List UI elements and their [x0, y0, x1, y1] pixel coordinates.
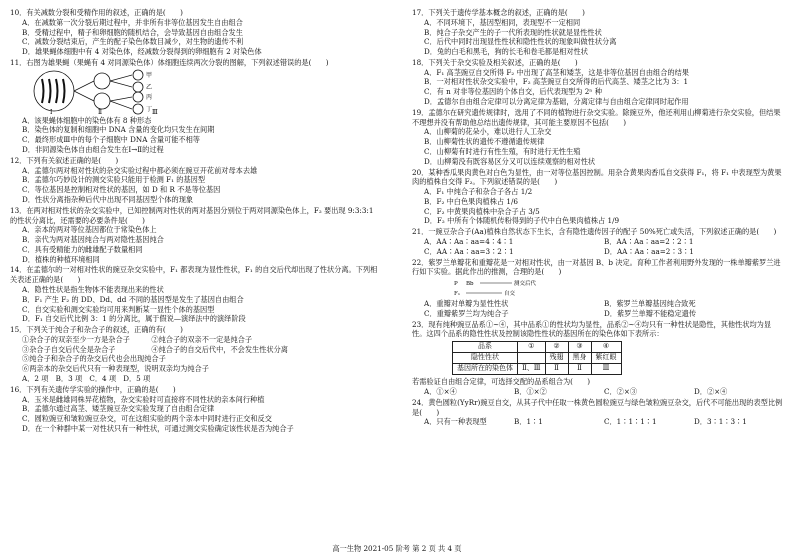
- answer-option: B．亲代为两对基因纯合与两对隐性基因纯合: [22, 235, 164, 245]
- answer-option-row: [412, 417, 784, 427]
- question-right-2: [412, 108, 784, 167]
- question-right-1: [412, 58, 784, 107]
- answer-option: B．染色体的复制和细胞中 DNA 含量的变化均只发生在间期: [22, 125, 215, 135]
- answer-option: B．1∶1: [514, 417, 543, 427]
- answer-option: D．F₂ 中所有个体随机传粉得到的子代中白色果肉植株占 1/9: [424, 216, 620, 226]
- table-cell: 基因所在的染色体: [453, 364, 518, 375]
- question-stem: 19．孟德尔在研究遗传规律时，选用了不同的植物进行杂交实验。除豌豆外，他还利用山柳菊进行杂交实验，但结果不理想并没有帮助他总结出遗传规律，其可能主要原因不包括( ): [412, 107, 781, 127]
- question-stem: 23．现有纯种豌豆品系①~④，其中品系①的性状均为显性，品系②~④均只有一种性状是隐性，其他性状均为显性。这四个品系的隐性性状及控制该隐性性状的基因所在的染色体如下表所示：: [412, 319, 772, 339]
- question-stem: 24．黄色圆粒(YyRr)豌豆自交，从其子代中任取一株黄色圆粒豌豆与绿色皱粒豌豆杂交，后代不可能出现的表型比例是( ): [412, 397, 783, 417]
- stage-label-3: Ⅲ: [152, 108, 158, 115]
- answer-option: C．山柳菊有时进行有性生殖，有时进行无性生殖: [424, 146, 581, 156]
- table-cell: 残翅: [545, 353, 568, 364]
- answer-option: D．紫罗兰单瓣不能稳定遗传: [604, 308, 697, 318]
- chromosome: [63, 79, 65, 103]
- figure-cell-division: [10, 68, 382, 116]
- right-column: [412, 8, 784, 428]
- answer-option: A．山柳菊的花朵小，难以进行人工杂交: [424, 127, 552, 137]
- table-cell: 隐性性状: [453, 353, 518, 364]
- answer-option: C．AA∶Aa∶aa=3∶2∶1: [424, 246, 514, 256]
- cross-label-selfing: 自交: [504, 291, 516, 298]
- answer-option: D．植株的种植环境相同: [22, 254, 100, 264]
- question-stem: 20．某种香瓜果肉黄色对白色为显性，由一对等位基因控制。用杂合黄果肉香瓜自交获得 F₁，将 F₁ 中表现型为黄果肉的植株自交得 F₂。下列叙述错误的是( ): [412, 167, 782, 187]
- table-cell: 紫红眼: [591, 353, 621, 364]
- answer-option-row: [412, 387, 784, 397]
- answer-option: D．性状分离指杂种后代中出现不同基因型个体的现象: [22, 194, 194, 204]
- answer-option: C．有 n 对非等位基因的个体自交，后代表现型为 2ⁿ 种: [424, 87, 602, 97]
- cross-label-f1: F₁: [454, 291, 461, 298]
- cell-label-2: 乙: [146, 83, 153, 91]
- answer-option: D．3∶1∶3∶1: [694, 417, 747, 427]
- answer-option: B．孟德尔巧妙设计的测交实验只能用于检测 F₁ 的基因型: [22, 175, 206, 185]
- gamete-cell-4: [133, 104, 143, 114]
- stage-label-2: Ⅱ: [98, 108, 103, 115]
- answer-option: C．圆粒豌豆和皱粒豌豆杂交，可在这组实验的两个亲本中同时进行正交和反交: [22, 414, 272, 424]
- daughter-cell-2: [94, 93, 110, 109]
- answer-option: A．2 项 B．3 项 C．4 项 D．5 项: [22, 374, 151, 383]
- answer-option: D．孟德尔自由组合定律可以分离定律为基础，分离定律与自由组合定律同时起作用: [424, 97, 689, 107]
- cell-division-diagram: [22, 69, 212, 115]
- chromosome: [49, 79, 51, 103]
- answer-option: A．只有一种表现型: [424, 417, 487, 427]
- chromosome: [42, 79, 44, 103]
- answer-option-row: [412, 237, 784, 247]
- table-cell: 黑身: [568, 353, 591, 364]
- answer-option: B．F₁ 产生 F₂ 的 DD、Dd、dd 不同的基因型是发生了基因自由组合: [22, 294, 244, 304]
- answer-option: C．1∶1∶1∶1: [604, 417, 657, 427]
- answer-option: B．受精过程中，精子和卵细胞的随机结合，会导致基因自由组合发生: [22, 27, 243, 37]
- question-right-0: [412, 8, 784, 57]
- answer-option-row: [412, 247, 784, 257]
- answer-option: D．AA∶Aa∶aa=2∶3∶1: [604, 246, 694, 256]
- arrow-line: [110, 101, 132, 109]
- answer-option: B．山柳菊性状的遗传不遵循遗传规律: [424, 137, 545, 147]
- gene-table: [452, 341, 622, 375]
- answer-option: B．F₂ 中白色果肉植株占 1/6: [424, 196, 518, 206]
- question-left-6: [10, 385, 382, 434]
- answer-option: D．山柳菊没有既容易区分又可以连续观察的相对性状: [424, 156, 596, 166]
- answer-option: C．重瓣紫罗兰均为纯合子: [424, 308, 509, 318]
- answer-option: A．隐性性状是指生物体不能表现出来的性状: [22, 284, 164, 294]
- answer-option: B．①×②: [514, 387, 547, 396]
- answer-option: C．具有受精能力的雌雄配子数量相同: [22, 244, 143, 254]
- table-cell: ①: [518, 342, 546, 353]
- question-followup: 若需验证自由组合定律，可选择交配的品系组合为( ): [412, 377, 591, 387]
- answer-option: D．非同源染色体自由组合发生在Ⅰ→Ⅱ的过程: [22, 145, 164, 155]
- answer-option: C．②×③: [604, 387, 638, 396]
- cell-label-1: 甲: [146, 71, 153, 79]
- arrow-line: [110, 75, 132, 81]
- answer-option: A．重瓣对单瓣为显性性状: [424, 299, 509, 309]
- question-right-6: [412, 320, 784, 397]
- cross-label-genotype: Bb: [466, 281, 474, 288]
- question-left-1: [10, 58, 382, 155]
- answer-option: C．减数分裂结束后，产生的配子染色体数目减少，对生物的遗传不利: [22, 37, 244, 47]
- answer-option: ⑥两亲本的杂交后代只有一种表现型，说明双亲均为纯合子: [22, 364, 209, 374]
- question-stem: 17．下列关于遗传学基本概念的叙述，正确的是( ): [412, 8, 585, 17]
- answer-option: D．F₁ 自交后代比例 3：1 的分离比，属于假说—演绎法中的演绎阶段: [22, 314, 246, 324]
- question-stem: 12．下列有关叙述正确的是( ): [10, 155, 119, 165]
- stage-label-1: Ⅰ: [50, 108, 53, 115]
- table-cell: ④: [591, 342, 621, 353]
- arrow-line: [74, 81, 94, 91]
- answer-option: D．雄果蝇体细胞中有 4 对染色体，经减数分裂得到的卵细胞有 2 对染色体: [22, 47, 262, 57]
- question-stem: 22．紫罗兰单瓣花和重瓣花是一对相对性状，由一对基因 B、b 决定。育种工作者利用野外发现的一株单瓣紫罗兰进行如下实验。据此作出的推测，合理的是( ): [412, 257, 781, 277]
- daughter-cell-1: [94, 73, 110, 89]
- answer-option: C．最终形成Ⅲ中的每个子细胞中 DNA 含量可能不相等: [22, 135, 200, 145]
- gamete-cell-3: [133, 92, 143, 102]
- answer-option: B．孟德尔通过高茎、矮茎豌豆杂交实验发现了自由组合定律: [22, 404, 215, 414]
- answer-option: B．一对相对性状杂交实验中，F₂ 高茎豌豆自交所得的后代高茎、矮茎之比为 3：1: [424, 77, 689, 87]
- answer-option: ①杂合子的双亲至少一方是杂合子 ②纯合子的双亲不一定是纯合子: [22, 334, 253, 344]
- question-left-5: [10, 325, 382, 384]
- answer-option: A．在减数第一次分裂后期过程中，并非所有非等位基因发生自由组合: [22, 17, 243, 27]
- table-cell: Ⅲ: [591, 364, 621, 375]
- answer-option: B．AA∶Aa∶aa=2∶2∶1: [604, 236, 694, 246]
- page-footer: 高一生物 2021-05 阶考 第 2 页 共 4 页: [332, 544, 462, 554]
- answer-option: A．不同环境下，基因型相同，表现型不一定相同: [424, 17, 581, 27]
- question-stem: 16．下列有关遗传学实验的操作中，正确的是( ): [10, 384, 176, 394]
- table-cell: Ⅱ: [568, 364, 591, 375]
- cross-diagram: [452, 277, 632, 299]
- left-column: [10, 8, 382, 435]
- arrow-line: [110, 97, 132, 101]
- question-stem: 14．在孟德尔的一对相对性状的豌豆杂交实验中，F₁ 都表现为显性性状，F₁ 的自交后代却出现了性状分离。下列相关表述正确的是( ): [10, 265, 378, 285]
- answer-option: A．①×④: [424, 387, 457, 396]
- answer-option: ③杂合子自交后代全是杂合子 ④纯合子的自交后代中，不会发生性状分离: [22, 344, 288, 354]
- table-cell: 品系: [453, 342, 518, 353]
- answer-option: ⑤纯合子和杂合子的杂交后代也会出现纯合子: [22, 354, 166, 364]
- answer-option: A．该果蝇体细胞中的染色体有 8 种形态: [22, 115, 152, 125]
- question-left-0: [10, 8, 382, 57]
- answer-option: C．F₂ 中黄果肉植株中杂合子占 3/5: [424, 206, 540, 216]
- table-cell: Ⅱ: [545, 364, 568, 375]
- table-cell: [518, 353, 546, 364]
- question-stem: 15．下列关于纯合子和杂合子的叙述，正确的有( ): [10, 325, 183, 335]
- answer-option: D．②×④: [694, 387, 728, 396]
- question-stem: 18．下列关于杂交实验及相关叙述，正确的是( ): [412, 57, 578, 67]
- table-row: [453, 364, 622, 375]
- table-cell: ③: [568, 342, 591, 353]
- question-stem: 11．右图为雄果蝇（果蝇有 4 对同源染色体）体细胞连续两次分裂的图解，下列叙述错误的是( ): [10, 57, 329, 67]
- question-stem: 21．一豌豆杂合子(Aa)植株自然状态下生长，含有隐性遗传因子的配子 50%死亡或失活，下列叙述正确的是( ): [412, 227, 777, 237]
- cross-label-p: P: [454, 281, 458, 288]
- question-right-4: [412, 227, 784, 256]
- table-cell: Ⅱ、Ⅲ: [518, 364, 546, 375]
- answer-option: A．亲本的两对等位基因都位于常染色体上: [22, 225, 157, 235]
- question-right-7: [412, 398, 784, 427]
- answer-option: A．F₁ 高茎豌豆自交所得 F₂ 中出现了高茎和矮茎，这是非等位基因自由组合的结果: [424, 67, 689, 77]
- question-stem: 13．在两对相对性状的杂交实验中，已知控制两对性状的两对基因分别位于两对同源染色体上，F₂ 要出现 9:3:3:1 的性状分离比，还需要的必要条件是( ): [10, 205, 374, 225]
- question-left-4: [10, 265, 382, 324]
- parent-cell: [34, 71, 74, 111]
- question-right-3: [412, 168, 784, 227]
- answer-option: C．等位基因是控制相对性状的基因，如 D 和 R 不是等位基因: [22, 185, 221, 195]
- question-left-3: [10, 206, 382, 265]
- cell-label-3: 丙: [146, 93, 153, 101]
- answer-option: A．AA∶Aa∶aa=4∶4∶1: [424, 236, 514, 246]
- answer-option: A．F₁ 中纯合子和杂合子各占 1/2: [424, 187, 533, 197]
- cell-label-4: 丁: [146, 105, 153, 113]
- table-row: [453, 342, 622, 353]
- answer-option: A．玉米是雌雄同株异花植物，杂交实验时可直接将不同性状的亲本间行种植: [22, 394, 265, 404]
- answer-option: C．自交实验和测交实验均可用来判断某一显性个体的基因型: [22, 304, 215, 314]
- answer-option: B．紫罗兰单瓣基因纯合致死: [604, 299, 696, 309]
- figure-cross-diagram: [452, 277, 784, 299]
- cross-label-offspring: 测交后代: [514, 281, 537, 288]
- answer-option-row: [412, 309, 784, 319]
- gamete-cell-2: [133, 82, 143, 92]
- gamete-cell-1: [133, 70, 143, 80]
- chromosome: [56, 79, 58, 103]
- table-row: [453, 353, 622, 364]
- answer-option: A．孟德尔两对相对性状的杂交实验过程中都必须在豌豆开花前对母本去雄: [22, 165, 258, 175]
- question-stem: 10．有关减数分裂和受精作用的叙述，正确的是( ): [10, 8, 183, 17]
- arrow-line: [110, 81, 132, 87]
- answer-option: C．后代中同时出现显性性状和隐性性状的现象叫做性状分离: [424, 37, 617, 47]
- answer-option: D．在一个种群中某一对性状只有一种性状，可通过测交实验确定该性状是否为纯合子: [22, 423, 294, 433]
- table-cell: ②: [545, 342, 568, 353]
- arrow-line: [74, 91, 94, 101]
- question-right-5: [412, 258, 784, 319]
- answer-option-row: [412, 299, 784, 309]
- answer-option: B．纯合子杂交产生的子一代所表现的性状就是显性性状: [424, 27, 602, 37]
- answer-option: D．兔的白毛和黑毛，狗的长毛和卷毛都是相对性状: [424, 47, 588, 57]
- question-left-2: [10, 156, 382, 205]
